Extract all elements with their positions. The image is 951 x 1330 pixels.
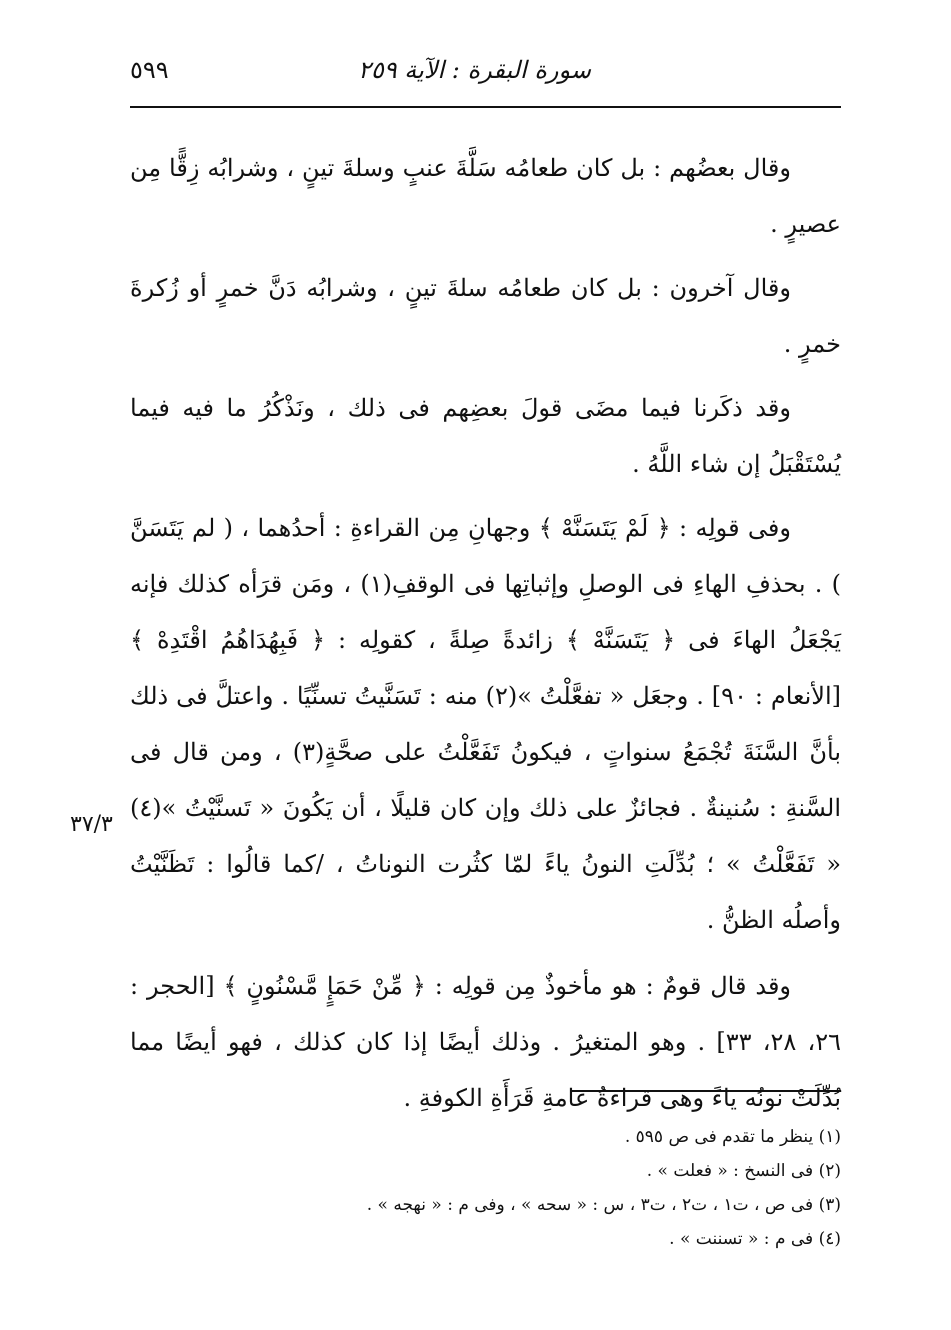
page-number: ٥٩٩ [130,56,169,84]
main-text [130,140,841,1136]
footnote-3: (٣) فى ص ، ت١ ، ت٢ ، ت٣ ، س : « سحه » ، وفى م : « نهجه » . [366,1195,841,1215]
paragraph-5: وقد قال قومٌ : هو مأخوذٌ مِن قولِه : ﴿ مِّنْ حَمَإٍ مَّسْنُونٍ ﴾ [الحجر : ٢٦، ٢٨، ٣٣] . وهو المتغيرُ . وذلك أيضًا إذا كان كذلك ، فهو أيضًا مما بُدِّلَتْ نونُه ياءً وهى قراءةُ عامةِ قَرَأَةِ الكوفةِ . [130,972,841,1112]
footnote-1: (١) ينظر ما تقدم فى ص ٥٩٥ . [624,1127,841,1147]
paragraph-4: وفى قولِه : ﴿ لَمْ يَتَسَنَّهْ ﴾ وجهانِ مِن القراءةِ : أحدُهما ، ( لم يَتَسَنَّ ) . بحذفِ الهاءِ فى الوصلِ وإثباتِها فى الوقفِ(١) ، ومَن قرَأه كذلك فإنه يَجْعَلُ الهاءَ فى ﴿ يَتَسَنَّهْ ﴾ زائدةً صِلةً ، كقولِه : ﴿ فَبِهُدَاهُمُ اقْتَدِهْ ﴾ [الأنعام : ٩٠] . وجعَل « تفعَّلْتُ »(٢) منه : تَسَنَّيتُ تسنِّيًا . واعتلَّ فى ذلك بأنَّ السَّنَةَ تُجْمَعُ سنواتٍ ، فيكونُ تَفَعَّلْتُ على صحَّةٍ(٣) ، ومن قال فى السَّنةِ : سُنينةٌ . فجائزٌ على ذلك وإن كان قليلًا ، أن يَكُونَ « تَسنَّيْتُ »(٤) « تَفَعَّلْتُ » ؛ بُدِّلَتِ النونُ ياءً لمّا كثُرت النوناتُ ، /كما قالُوا : تَظَنَّيْتُ وأصلُه الظنُّ . [130,514,841,934]
footnotes [130,1120,841,1256]
running-title: سورة البقرة : الآية ٢٥٩ [357,56,591,84]
footnote-4: (٤) فى م : « تسننت » . [669,1229,841,1249]
footnote-2: (٢) فى النسخ : « فعلت » . [646,1161,841,1181]
page-header [130,52,841,96]
paragraph-1: وقال بعضُهم : بل كان طعامُه سَلَّةَ عنبٍ وسلةَ تينٍ ، وشرابُه زِقًّا مِن عصيرٍ . [130,154,841,238]
margin-reference: ٣٧/٣ [70,812,113,837]
paragraph-3: وقد ذكَرنا فيما مضَى قولَ بعضِهم فى ذلك ، ونَذْكُرُ ما فيه فيما يُسْتَقْبَلُ إن شاء اللَّهُ . [130,394,841,478]
paragraph-2: وقال آخرون : بل كان طعامُه سلةَ تينٍ ، وشرابُه دَنَّ خمرٍ أو زُكرةَ خمرٍ . [130,274,841,358]
footnote-rule [570,1090,841,1092]
header-rule [130,106,841,108]
